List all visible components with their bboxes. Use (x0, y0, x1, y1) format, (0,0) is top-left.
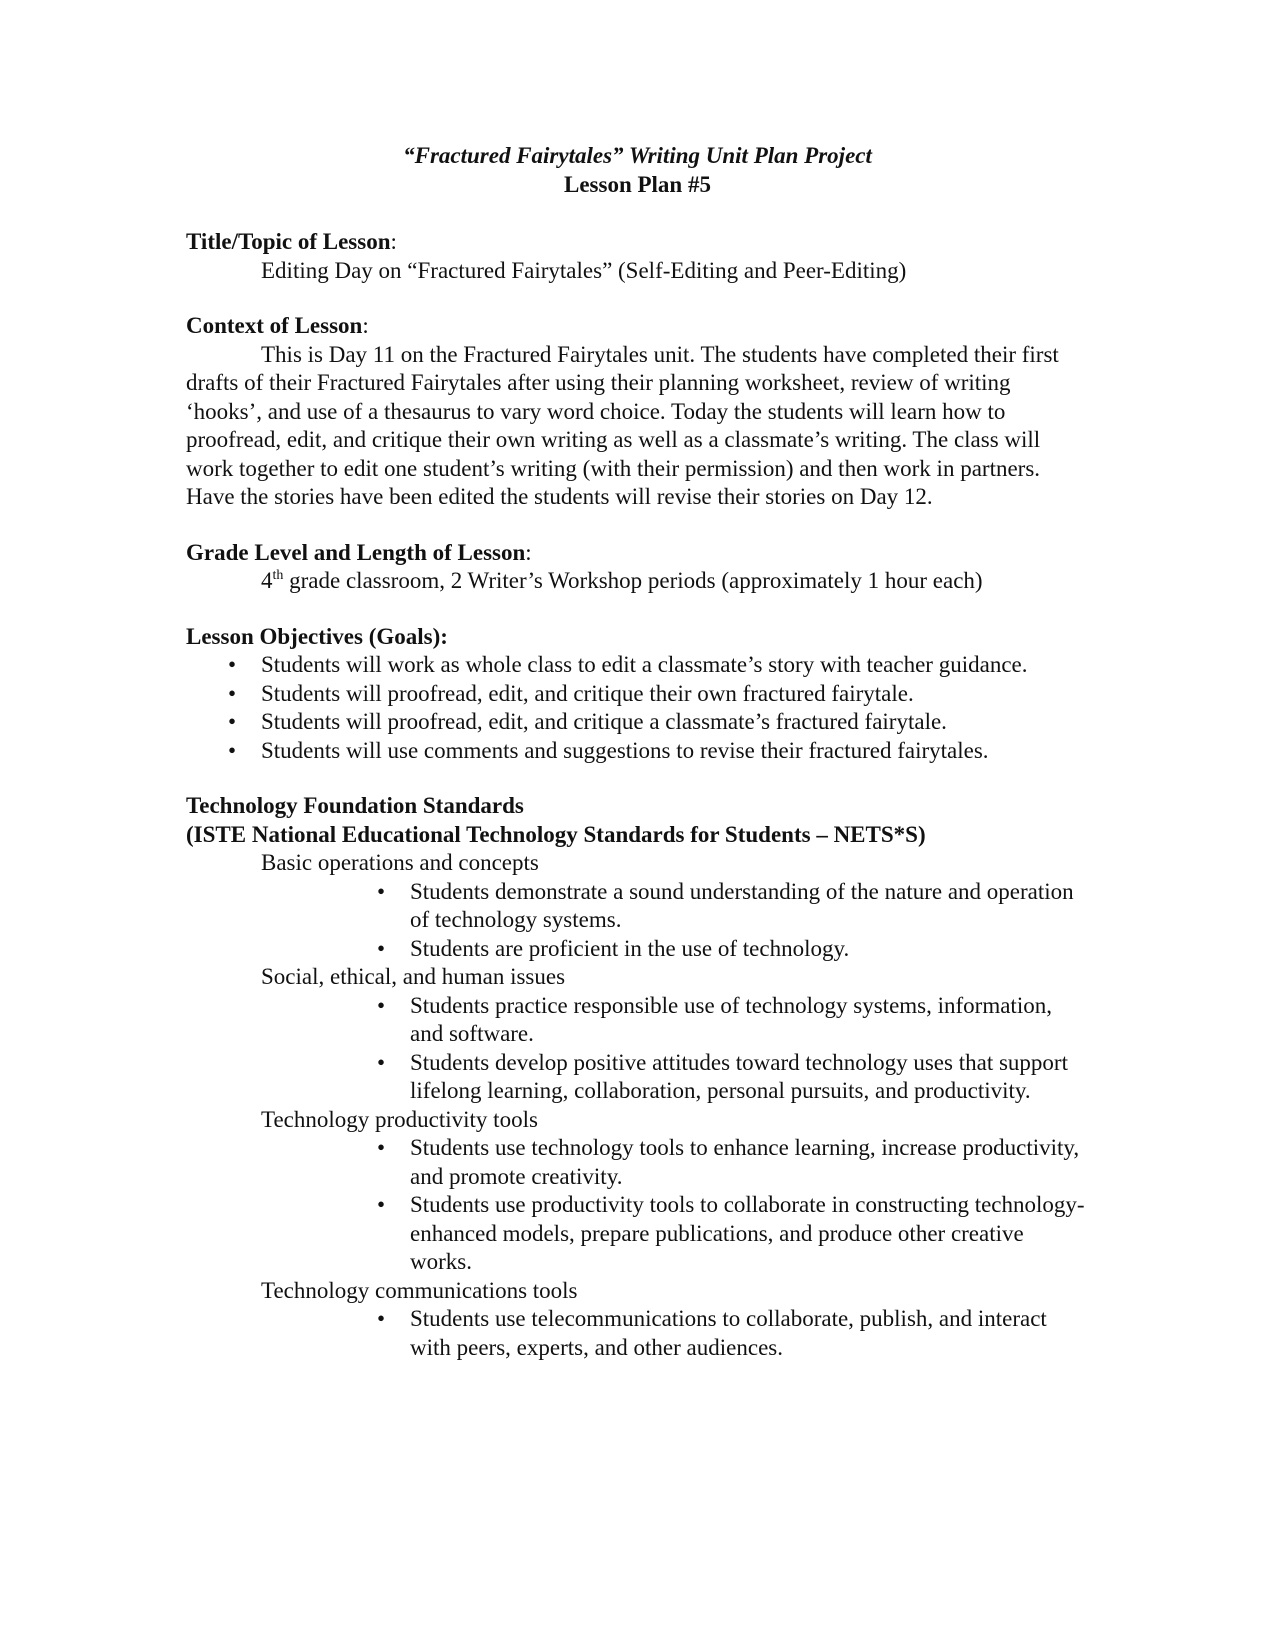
unit-title: “Fractured Fairytales” Writing Unit Plan Project (403, 143, 872, 168)
document-body (186, 228, 1086, 1389)
list-item (377, 1191, 1086, 1277)
topic-heading-line (186, 228, 1086, 257)
context-section (186, 312, 1086, 512)
bullet-icon: • (377, 1192, 386, 1217)
grade-heading: Grade Level and Length of Lesson (186, 539, 526, 565)
document-title (0, 142, 1275, 199)
topic-colon: : (390, 229, 397, 254)
standard-text: Students use productivity tools to collaborate in constructing technology-enhanced models, prepare publications, and produce other creative works. (410, 1192, 1085, 1274)
objectives-section (186, 623, 1086, 766)
bullet-icon: • (377, 878, 386, 904)
bullet-icon: • (228, 680, 237, 706)
lesson-number: Lesson Plan #5 (564, 171, 711, 197)
standards-list (186, 1305, 1086, 1362)
grade-ordinal-suffix: th (272, 568, 284, 583)
grade-colon: : (525, 539, 532, 565)
standards-group-label: Technology productivity tools (261, 1106, 538, 1132)
objective-text: Students will proofread, edit, and critique a classmate’s fractured fairytale. (261, 709, 947, 734)
list-item (377, 935, 1086, 964)
topic-text: Editing Day on “Fractured Fairytales” (Self-Editing and Peer-Editing) (261, 257, 907, 283)
standards-group-label: Basic operations and concepts (261, 850, 539, 875)
standard-text: Students use telecommunications to collaborate, publish, and interact with peers, experts, and other audiences. (410, 1306, 1047, 1360)
standard-text: Students use technology tools to enhance learning, increase productivity, and promote creativity. (410, 1135, 1080, 1189)
list-item (228, 651, 1086, 680)
objectives-heading: Lesson Objectives (Goals): (186, 623, 448, 649)
bullet-icon: • (377, 1135, 386, 1160)
topic-heading: Title/Topic of Lesson (186, 229, 391, 254)
objective-text: Students will use comments and suggestions to revise their fractured fairytales. (261, 737, 989, 763)
technology-heading: Technology Foundation Standards (186, 793, 524, 818)
technology-subheading: (ISTE National Educational Technology Standards for Students – NETS*S) (186, 821, 926, 847)
technology-section (186, 792, 1086, 1362)
bullet-icon: • (228, 737, 237, 763)
grade-text-line (186, 567, 1086, 596)
standards-list (186, 1134, 1086, 1277)
objective-text: Students will work as whole class to edit a classmate’s story with teacher guidance. (261, 652, 1028, 677)
list-item (377, 878, 1086, 935)
list-item (377, 1305, 1086, 1362)
standard-text: Students practice responsible use of technology systems, information, and software. (410, 992, 1052, 1046)
bullet-icon: • (377, 935, 386, 961)
bullet-icon: • (228, 652, 237, 677)
grade-section (186, 539, 1086, 596)
objective-text: Students will proofread, edit, and critique their own fractured fairytale. (261, 680, 914, 706)
standards-group-label: Technology communications tools (261, 1277, 578, 1303)
grade-heading-line (186, 539, 1086, 568)
objectives-list (186, 651, 1086, 765)
context-heading: Context of Lesson (186, 313, 363, 338)
standard-text: Students develop positive attitudes toward technology uses that support lifelong learning, collaboration, personal pursuits, and productivity. (410, 1049, 1068, 1103)
list-item (228, 680, 1086, 709)
list-item (377, 992, 1086, 1049)
context-colon: : (362, 313, 369, 338)
grade-number: 4 (261, 568, 273, 593)
topic-section (186, 228, 1086, 285)
standards-list (186, 878, 1086, 964)
bullet-icon: • (377, 1049, 386, 1075)
standards-group-label: Social, ethical, and human issues (261, 964, 566, 989)
context-paragraph: This is Day 11 on the Fractured Fairytales unit. The students have completed their first drafts of their Fractured Fairytales after using their planning worksheet, review of writing ‘hooks’, and use of a thesaurus to vary word choice. Today the students will learn how to proofread, edit, and critique their own writing as well as a classmate’s writing. The class will work together to edit one student’s writing (with their permission) and then work in partners. Have the stories have been edited the students will revise their stories on Day 12. (186, 341, 1059, 509)
list-item (377, 1049, 1086, 1106)
context-heading-line (186, 312, 1086, 341)
list-item (228, 708, 1086, 737)
grade-text: grade classroom, 2 Writer’s Workshop periods (approximately 1 hour each) (283, 568, 983, 593)
standards-list (186, 992, 1086, 1106)
list-item (228, 737, 1086, 766)
bullet-icon: • (228, 709, 237, 734)
bullet-icon: • (377, 1306, 386, 1331)
list-item (377, 1134, 1086, 1191)
standard-text: Students are proficient in the use of technology. (410, 935, 850, 961)
standard-text: Students demonstrate a sound understanding of the nature and operation of technology systems. (410, 878, 1074, 932)
bullet-icon: • (377, 992, 386, 1018)
